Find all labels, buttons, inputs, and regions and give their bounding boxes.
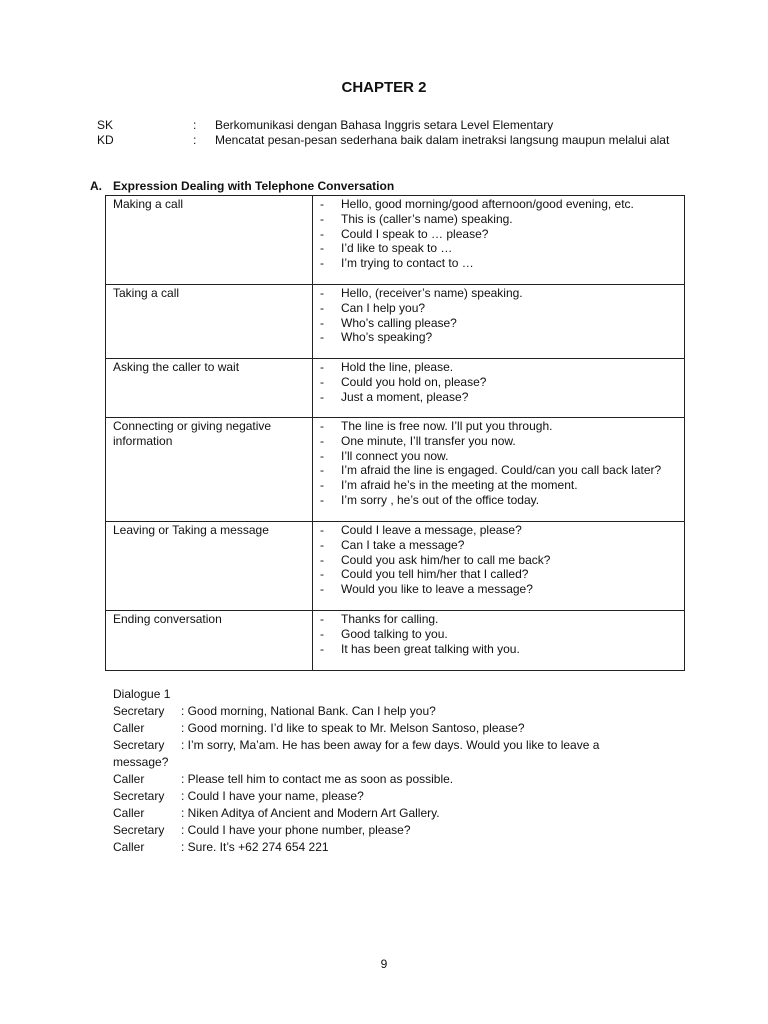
meta-separator: : bbox=[193, 118, 197, 132]
dialogue-text: : Could I have your name, please? bbox=[181, 789, 364, 803]
section-letter: A. bbox=[90, 179, 102, 193]
table-row bbox=[106, 522, 685, 611]
phrase-item: - Who’s speaking? bbox=[317, 330, 680, 345]
phrase-item: - One minute, I’ll transfer you now. bbox=[317, 434, 680, 449]
section-title: Expression Dealing with Telephone Conversation bbox=[113, 179, 395, 193]
phrase-item: - I’m trying to contact to … bbox=[317, 256, 680, 271]
meta-value: Mencatat pesan-pesan sederhana baik dalam inetraksi langsung maupun melalui alat bbox=[215, 133, 670, 147]
speaker-label: Secretary bbox=[113, 823, 165, 837]
dialogue-line bbox=[113, 805, 633, 822]
expression-table bbox=[105, 195, 685, 671]
chapter-title: CHAPTER 2 bbox=[341, 79, 427, 96]
phrase-item: - Could you hold on, please? bbox=[317, 375, 680, 390]
phrase-item: - Could I leave a message, please? bbox=[317, 523, 680, 538]
phrases-cell bbox=[313, 418, 685, 522]
phrase-item: - Would you like to leave a message? bbox=[317, 582, 680, 597]
phrases-cell bbox=[313, 522, 685, 611]
dialogue-line bbox=[113, 822, 633, 839]
dialogue-continuation: message? bbox=[113, 755, 169, 769]
table-row bbox=[106, 611, 685, 671]
category-cell: Taking a call bbox=[106, 285, 313, 359]
phrase-item: - This is (caller’s name) speaking. bbox=[317, 212, 680, 227]
phrase-list bbox=[317, 523, 680, 597]
phrase-item: - Could you tell him/her that I called? bbox=[317, 567, 680, 582]
phrase-item: - Could I speak to … please? bbox=[317, 227, 680, 242]
phrase-item: - Hold the line, please. bbox=[317, 360, 680, 375]
phrases-cell bbox=[313, 359, 685, 418]
dialogue bbox=[113, 686, 633, 856]
dialogue-title: Dialogue 1 bbox=[113, 687, 171, 701]
phrase-list bbox=[317, 360, 680, 404]
dialogue-text: : Sure. It’s +62 274 654 221 bbox=[181, 840, 329, 854]
phrase-list bbox=[317, 419, 680, 508]
dialogue-text: : Please tell him to contact me as soon as possible. bbox=[181, 772, 454, 786]
speaker-label: Caller bbox=[113, 772, 145, 786]
dialogue-text: : Niken Aditya of Ancient and Modern Art Gallery. bbox=[181, 806, 440, 820]
speaker-label: Caller bbox=[113, 806, 145, 820]
phrases-cell bbox=[313, 285, 685, 359]
section-heading bbox=[90, 179, 394, 193]
dialogue-line bbox=[113, 839, 633, 856]
phrase-item: - Hello, (receiver’s name) speaking. bbox=[317, 286, 680, 301]
table-row bbox=[106, 196, 685, 285]
phrase-item: - Thanks for calling. bbox=[317, 612, 680, 627]
phrases-cell bbox=[313, 611, 685, 671]
speaker-label: Secretary bbox=[113, 704, 165, 718]
phrase-item: - The line is free now. I’ll put you through. bbox=[317, 419, 680, 434]
table-row bbox=[106, 285, 685, 359]
category-cell: Ending conversation bbox=[106, 611, 313, 671]
meta-separator: : bbox=[193, 133, 197, 147]
page-number: 9 bbox=[380, 957, 388, 971]
table-row bbox=[106, 418, 685, 522]
phrase-item: - I’ll connect you now. bbox=[317, 449, 680, 464]
phrase-item: - Can I take a message? bbox=[317, 538, 680, 553]
phrase-item: - I’d like to speak to … bbox=[317, 241, 680, 256]
category-cell: Asking the caller to wait bbox=[106, 359, 313, 418]
dialogue-line bbox=[113, 737, 633, 754]
phrase-list bbox=[317, 286, 680, 345]
phrase-item: - Just a moment, please? bbox=[317, 390, 680, 405]
phrase-item: - Good talking to you. bbox=[317, 627, 680, 642]
phrase-list bbox=[317, 197, 680, 271]
category-cell: Connecting or giving negative information bbox=[106, 418, 313, 522]
meta-key: KD bbox=[97, 133, 114, 147]
meta-key: SK bbox=[97, 118, 114, 132]
dialogue-text: : Could I have your phone number, please? bbox=[181, 823, 411, 837]
speaker-label: Secretary bbox=[113, 789, 165, 803]
speaker-label: Secretary bbox=[113, 738, 165, 752]
phrase-item: - Could you ask him/her to call me back? bbox=[317, 553, 680, 568]
phrase-item: - Who’s calling please? bbox=[317, 316, 680, 331]
speaker-label: Caller bbox=[113, 840, 145, 854]
dialogue-line bbox=[113, 703, 633, 720]
phrase-item: - I’m sorry , he’s out of the office today. bbox=[317, 493, 680, 508]
phrase-item: - It has been great talking with you. bbox=[317, 642, 680, 657]
dialogue-line bbox=[113, 771, 633, 788]
table-row bbox=[106, 359, 685, 418]
dialogue-text: : Good morning, National Bank. Can I help you? bbox=[181, 704, 436, 718]
phrase-item: - I’m afraid he’s in the meeting at the moment. bbox=[317, 478, 680, 493]
phrase-item: - Hello, good morning/good afternoon/good evening, etc. bbox=[317, 197, 680, 212]
dialogue-line bbox=[113, 788, 633, 805]
category-cell: Making a call bbox=[106, 196, 313, 285]
category-cell: Leaving or Taking a message bbox=[106, 522, 313, 611]
dialogue-text: : Good morning. I’d like to speak to Mr. Melson Santoso, please? bbox=[181, 721, 525, 735]
phrase-item: - I’m afraid the line is engaged. Could/can you call back later? bbox=[317, 463, 680, 478]
phrase-item: - Can I help you? bbox=[317, 301, 680, 316]
dialogue-text: : I’m sorry, Ma’am. He has been away for a few days. Would you like to leave a bbox=[181, 738, 600, 752]
dialogue-line bbox=[113, 720, 633, 737]
phrase-list bbox=[317, 612, 680, 656]
speaker-label: Caller bbox=[113, 721, 145, 735]
meta-value: Berkomunikasi dengan Bahasa Inggris setara Level Elementary bbox=[215, 118, 554, 132]
phrases-cell bbox=[313, 196, 685, 285]
